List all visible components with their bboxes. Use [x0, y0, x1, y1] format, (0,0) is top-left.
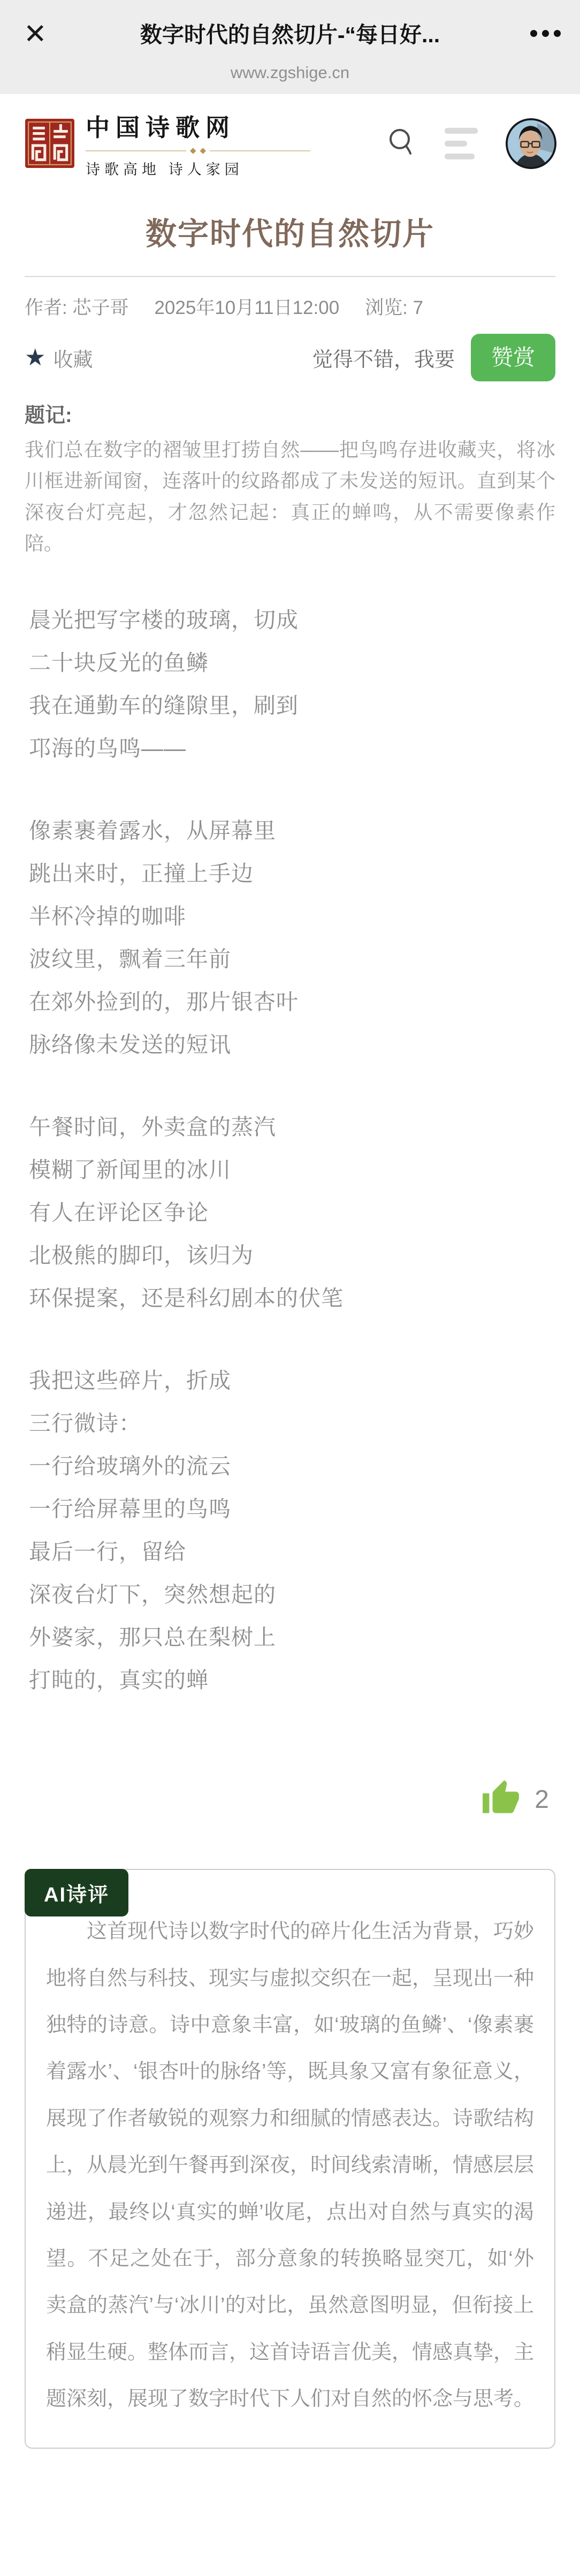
poem-stanza	[29, 809, 555, 1066]
poem-line: 午餐时间，外卖盒的蒸汽	[29, 1115, 276, 1140]
publish-date: 2025年10月11日12:00	[154, 297, 340, 318]
poem-line: 一行给屏幕里的鸟鸣	[29, 1497, 231, 1522]
favorite-button[interactable]	[25, 343, 93, 372]
brand-block	[86, 108, 310, 179]
poem-stanza	[29, 599, 555, 770]
appreciate-button[interactable]: 赞赏	[471, 334, 555, 381]
poem-line: 脉络像未发送的短讯	[29, 1032, 231, 1057]
thumbs-up-icon[interactable]	[481, 1778, 521, 1821]
favorite-label: 收藏	[53, 348, 93, 371]
ai-review-text: 这首现代诗以数字时代的碎片化生活为背景，巧妙地将自然与科技、现实与虚拟交织在一起，呈现出一种独特的诗意。诗中意象丰富，如‘玻璃的鱼鳞’、‘像素裹着露水’、‘银杏叶的脉络’等，既具象又富有象征意义，展现了作者敏锐的观察力和细腻的情感表达。诗歌结构上，从晨光到午餐再到深夜，时间线索清晰，情感层层递进，最终以‘真实的蝉’收尾，点出对自然与真实的渴望。不足之处在于，部分意象的转换略显突兀，如‘外卖盒的蒸汽’与‘冰川’的对比，虽然意图明显，但衔接上稍显生硬。整体而言，这首诗语言优美，情感真挚，主题深刻，展现了数字时代下人们对自然的怀念与思考。	[46, 1920, 535, 2411]
poem-line: 三行微诗：	[29, 1411, 141, 1436]
ai-review-badge: AI诗评	[25, 1869, 128, 1916]
ai-review-section	[25, 1869, 555, 2448]
browser-topbar	[0, 0, 580, 94]
poem-line: 打盹的，真实的蝉	[29, 1668, 209, 1693]
view-count: 浏览: 7	[365, 297, 424, 318]
poem-line: 环保提案，还是科幻剧本的伏笔	[29, 1286, 344, 1311]
like-count: 2	[535, 1785, 549, 1814]
epigraph-text: 我们总在数字的褶皱里打捞自然——把鸟鸣存进收藏夹，将冰川框进新闻窗，连落叶的纹路都成了未发送的短讯。直到某个深夜台灯亮起，才忽然记起：真正的蝉鸣，从不需要像素作陪。	[25, 439, 555, 554]
close-icon[interactable]: ✕	[24, 19, 47, 50]
poem-stanza	[29, 1359, 555, 1701]
search-icon[interactable]	[386, 126, 417, 162]
page-title: 数字时代的自然切片	[145, 217, 434, 251]
browser-page-title: 数字时代的自然切片-“每日好...	[140, 22, 440, 47]
poem-line: 邛海的鸟鸣——	[29, 736, 186, 761]
poem-line: 跳出来时，正撞上手边	[29, 861, 254, 886]
appreciate-prompt: 觉得不错，我要	[312, 349, 455, 371]
poem-line: 像素裹着露水，从屏幕里	[29, 818, 276, 844]
poem-line: 模糊了新闻里的冰川	[29, 1157, 231, 1183]
site-name: 中国诗歌网	[86, 114, 236, 141]
poem-line: 波纹里，飘着三年前	[29, 947, 231, 972]
poem-line: 最后一行，留给	[29, 1539, 186, 1565]
article-meta	[0, 277, 580, 320]
poem-line: 晨光把写字楼的玻璃，切成	[29, 608, 299, 633]
poem-stanza	[29, 1106, 555, 1320]
site-logo-icon[interactable]	[25, 118, 75, 168]
poem-line: 一行给玻璃外的流云	[29, 1454, 231, 1479]
star-icon: ★	[25, 344, 46, 371]
epigraph-label: 题记:	[25, 404, 72, 427]
site-header	[0, 94, 580, 190]
poem-line: 北极熊的脚印，该归为	[29, 1243, 254, 1268]
more-options-icon[interactable]	[530, 30, 561, 37]
poem-line: 我把这些碎片，折成	[29, 1368, 231, 1393]
brand-divider: ◆ ◆	[86, 147, 310, 155]
browser-url: www.zgshige.cn	[230, 63, 350, 82]
avatar[interactable]	[506, 118, 556, 169]
poem-line: 二十块反光的鱼鳞	[29, 650, 209, 676]
poem-line: 半杯冷掉的咖啡	[29, 904, 186, 929]
epigraph-block	[0, 385, 580, 559]
poem	[0, 559, 580, 1701]
poem-line: 外婆家，那只总在梨树上	[29, 1625, 276, 1650]
poem-line: 深夜台灯下，突然想起的	[29, 1582, 276, 1607]
menu-icon[interactable]	[445, 128, 478, 159]
action-row	[0, 320, 580, 385]
ai-review-box	[25, 1869, 555, 2448]
like-row	[0, 1741, 580, 1845]
poem-line: 有人在评论区争论	[29, 1200, 209, 1225]
poem-line: 我在通勤车的缝隙里，刷到	[29, 693, 299, 718]
poem-line: 在郊外捡到的，那片银杏叶	[29, 990, 299, 1015]
author: 作者: 芯子哥	[25, 297, 129, 318]
site-slogan: 诗歌高地 诗人家园	[86, 162, 243, 178]
